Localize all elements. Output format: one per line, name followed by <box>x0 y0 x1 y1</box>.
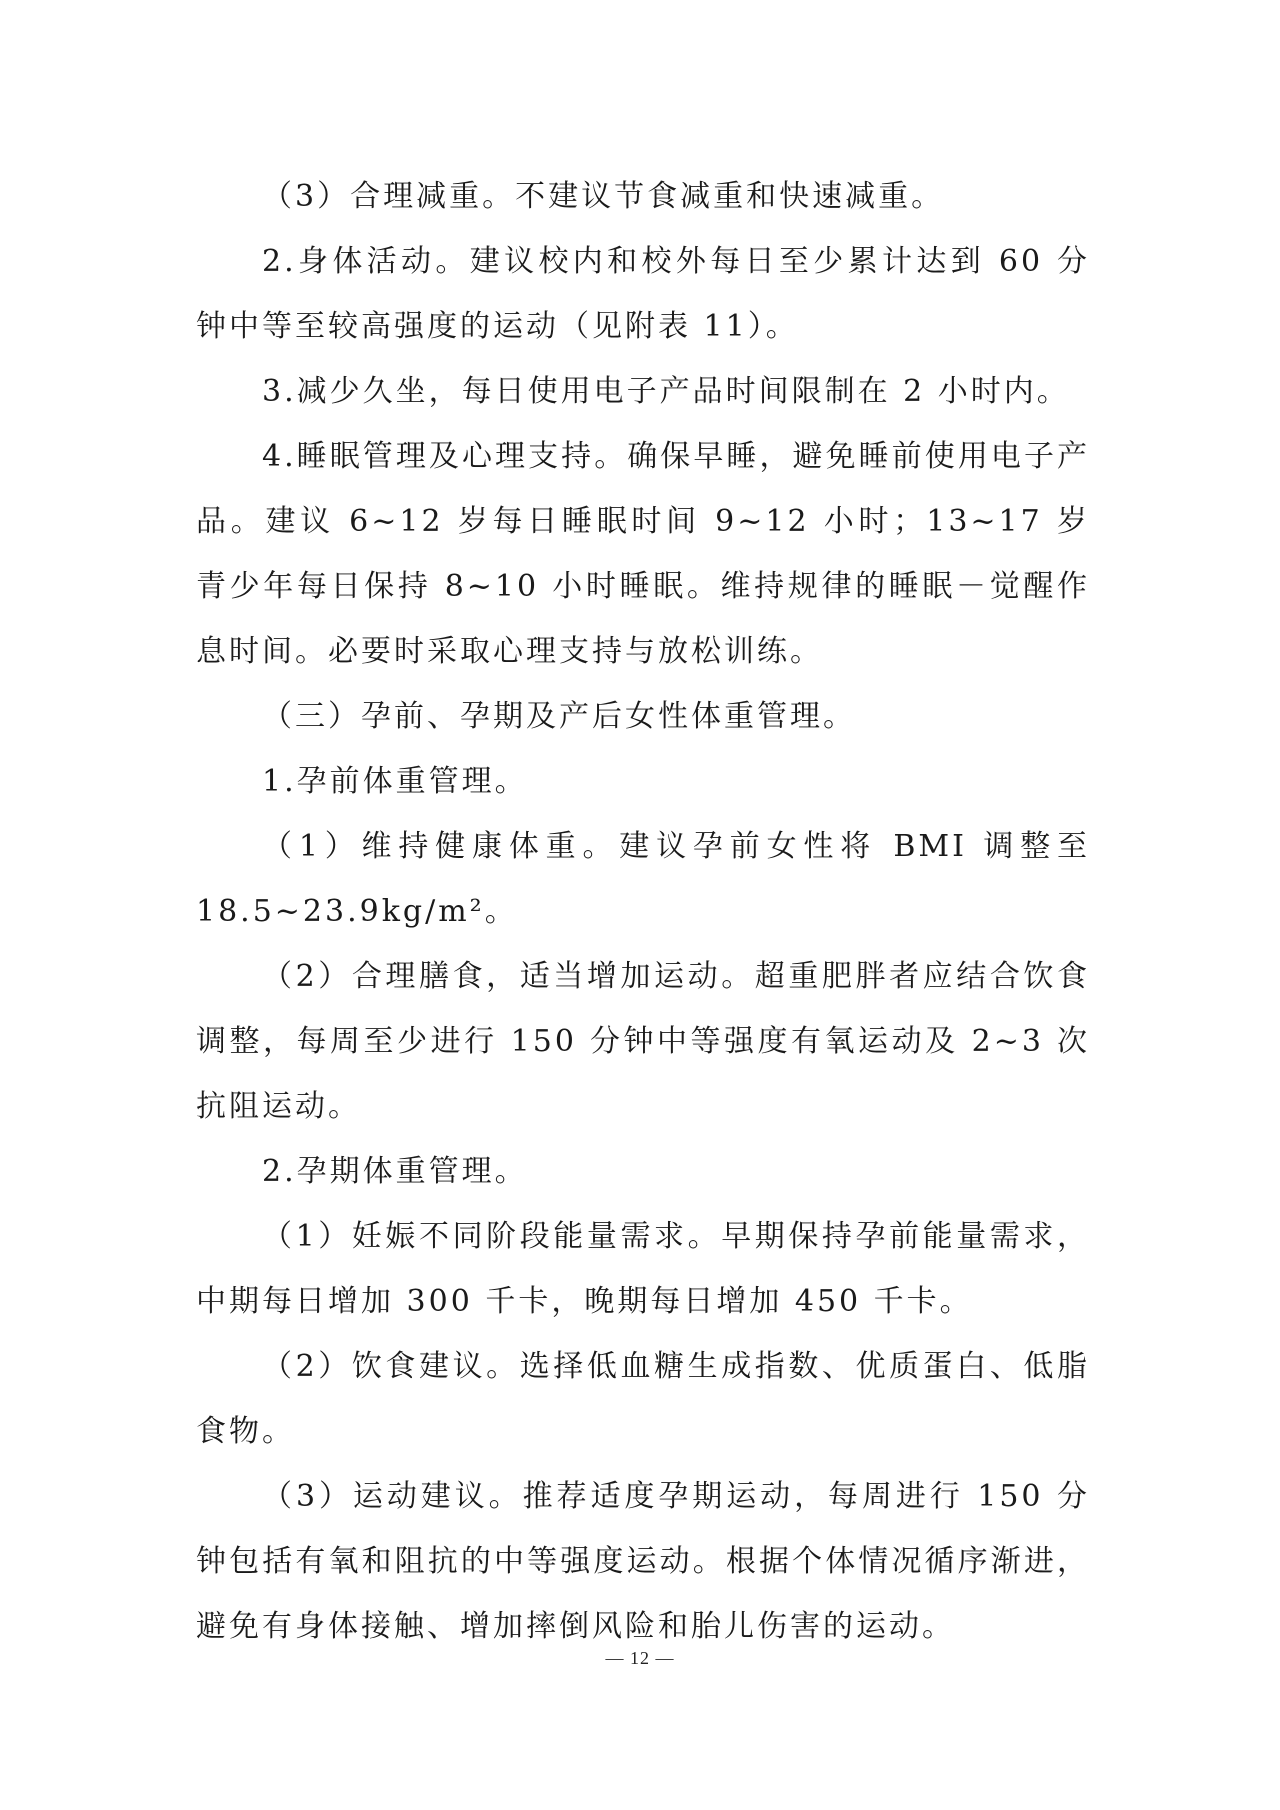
paragraph: （1）维持健康体重。建议孕前女性将 BMI 调整至 18.5~23.9kg/m²。 <box>196 829 1090 929</box>
paragraph: （2）合理膳食，适当增加运动。超重肥胖者应结合饮食调整，每周至少进行 150 分钟中等强度有氧运动及 2~3 次抗阻运动。 <box>196 959 1090 1124</box>
section-heading: （三）孕前、孕期及产后女性体重管理。 <box>262 699 856 734</box>
paragraph: （3）合理减重。不建议节食减重和快速减重。 <box>262 179 945 214</box>
document-body <box>196 164 1090 1659</box>
paragraph: （3）运动建议。推荐适度孕期运动，每周进行 150 分钟包括有氧和阻抗的中等强度运动。根据个体情况循序渐进，避免有身体接触、增加摔倒风险和胎儿伤害的运动。 <box>196 1479 1090 1644</box>
paragraph: 3.减少久坐，每日使用电子产品时间限制在 2 小时内。 <box>262 374 1070 409</box>
paragraph: （2）饮食建议。选择低血糖生成指数、优质蛋白、低脂食物。 <box>196 1349 1090 1449</box>
subsection-heading: 1.孕前体重管理。 <box>262 764 528 799</box>
subsection-heading: 2.孕期体重管理。 <box>262 1154 528 1189</box>
paragraph: （1）妊娠不同阶段能量需求。早期保持孕前能量需求，中期每日增加 300 千卡，晚期每日增加 450 千卡。 <box>196 1219 1090 1319</box>
page-number: — 12 — <box>605 1648 675 1668</box>
paragraph: 4.睡眠管理及心理支持。确保早睡，避免睡前使用电子产品。建议 6~12 岁每日睡眠时间 9~12 小时；13~17 岁青少年每日保持 8~10 小时睡眠。维持规律的睡眠－觉醒作息时间。必要时采取心理支持与放松训练。 <box>196 439 1090 669</box>
paragraph: 2.身体活动。建议校内和校外每日至少累计达到 60 分钟中等至较高强度的运动（见附表 11）。 <box>196 244 1090 344</box>
